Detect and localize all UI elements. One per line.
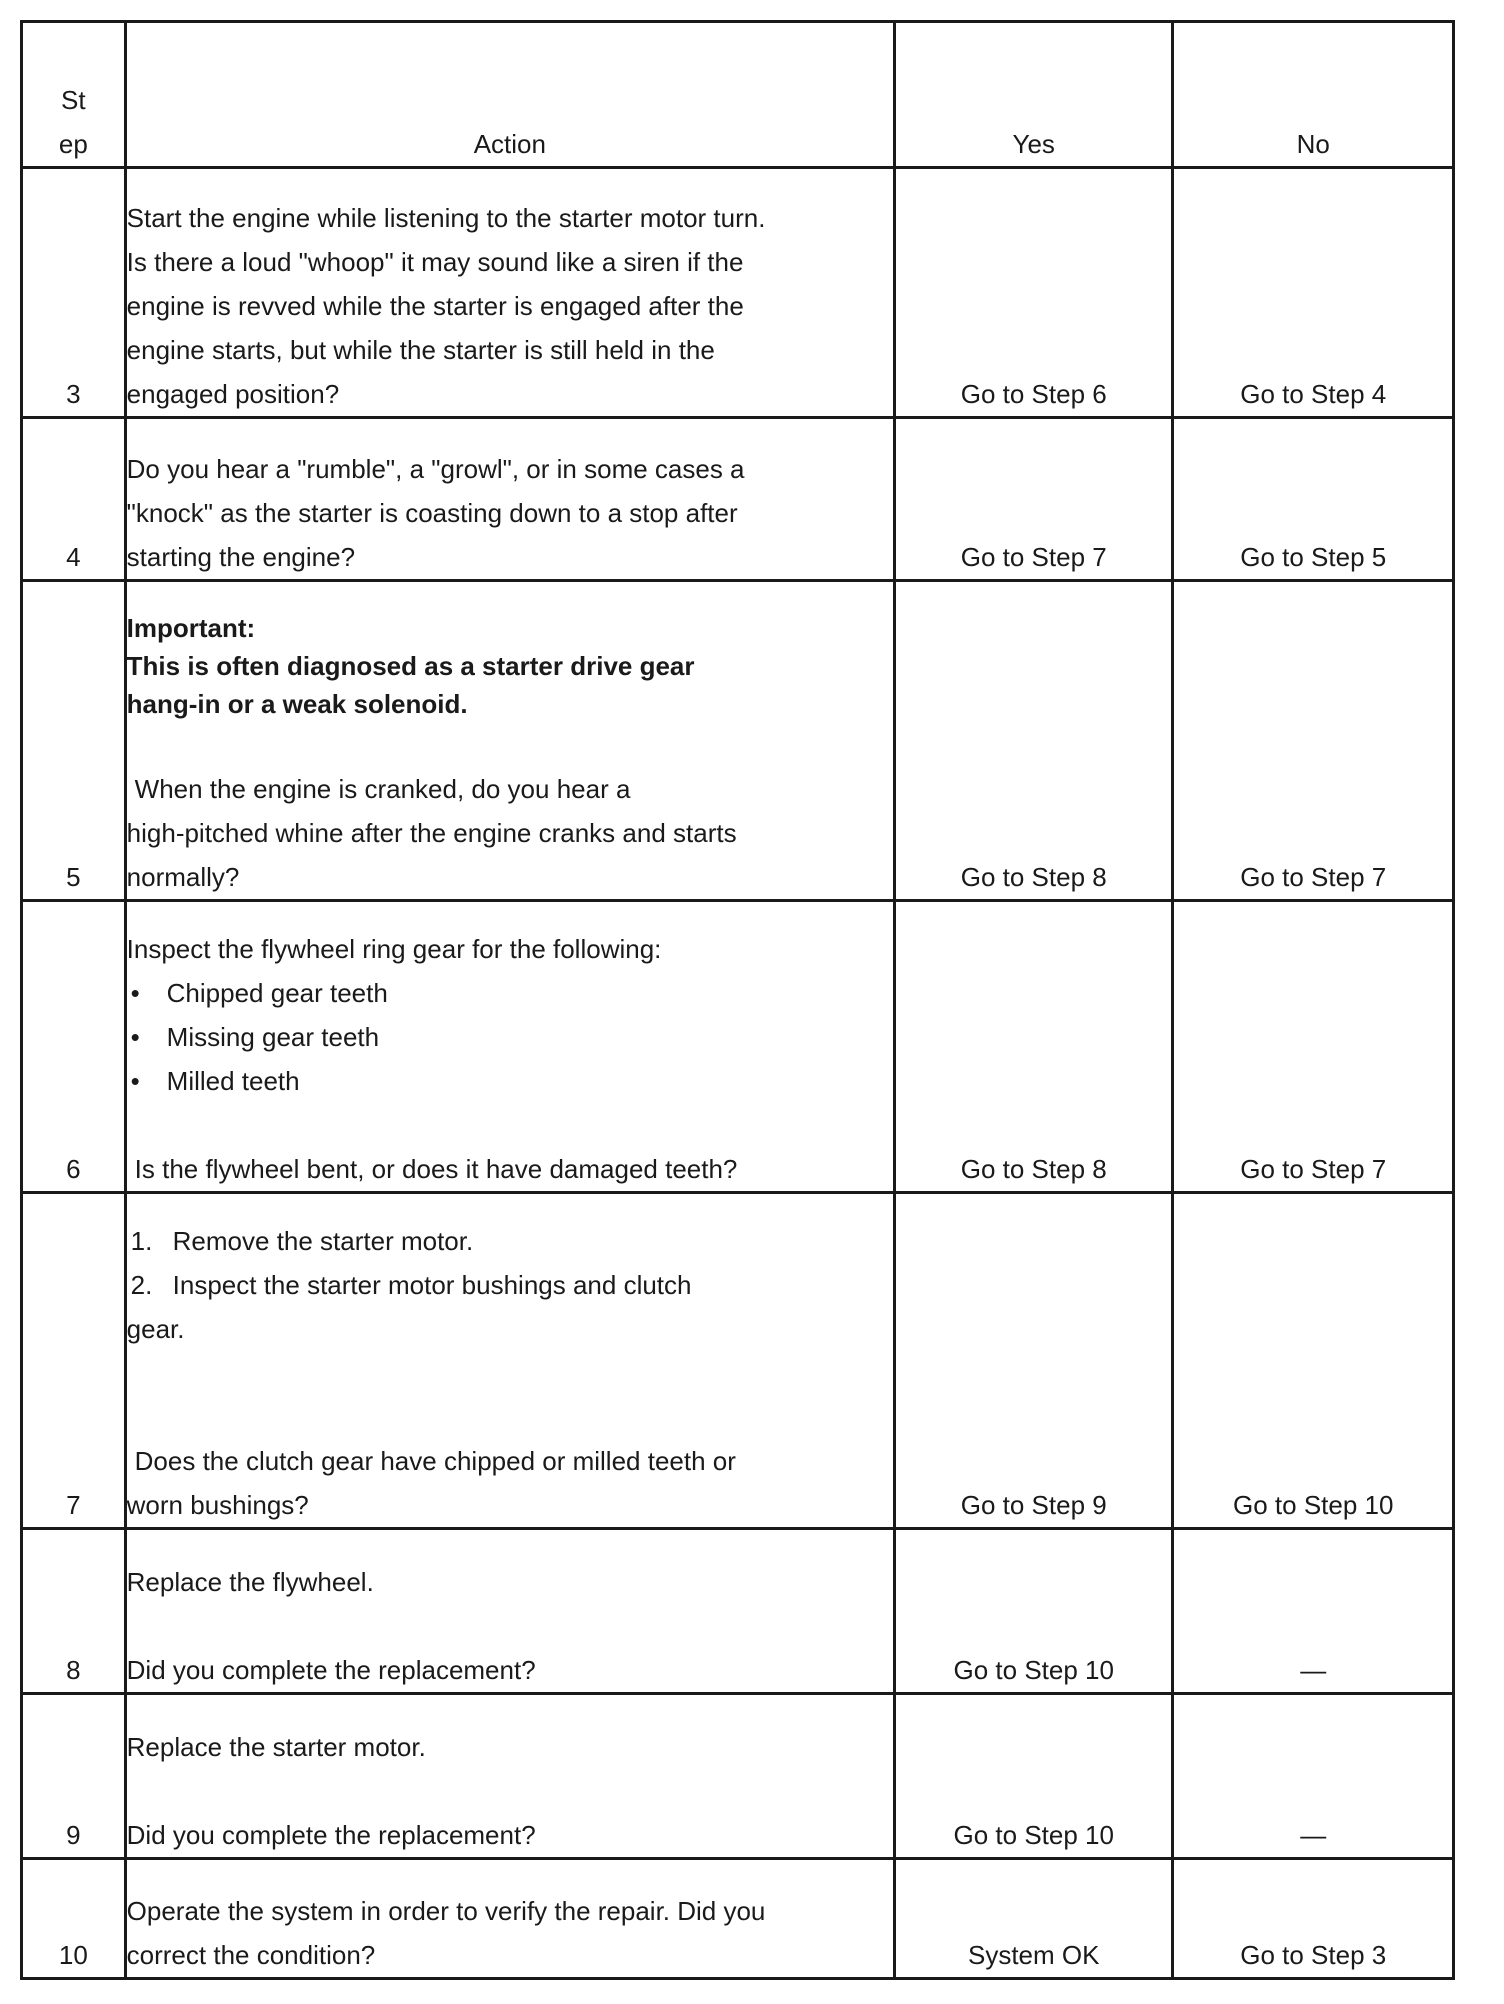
table-row	[22, 1529, 1454, 1694]
step-number: 4	[22, 418, 126, 581]
table-row	[22, 1694, 1454, 1859]
list-item	[127, 971, 893, 1015]
action-line: Do you hear a "rumble", a "growl", or in some cases a	[126, 454, 745, 484]
header-yes: Yes	[895, 22, 1173, 168]
no-cell: Go to Step 5	[1173, 418, 1454, 581]
action-cell	[125, 1193, 894, 1529]
spacer	[127, 1351, 893, 1439]
item-text: Inspect the starter motor bushings and clutch	[172, 1270, 692, 1300]
step-number: 3	[22, 168, 126, 418]
action-question: Is the flywheel bent, or does it have damaged teeth?	[134, 1154, 738, 1184]
yes-cell: Go to Step 7	[895, 418, 1173, 581]
spacer	[127, 1604, 893, 1648]
action-line: starting the engine?	[126, 542, 356, 572]
header-no: No	[1173, 22, 1454, 168]
action-question: Did you complete the replacement?	[126, 1655, 536, 1685]
important-label: Important:	[126, 613, 256, 643]
no-cell: Go to Step 10	[1173, 1193, 1454, 1529]
action-line: high-pitched whine after the engine cranks and starts	[126, 818, 737, 848]
header-step-line1: St	[61, 85, 86, 115]
step-number: 6	[22, 901, 126, 1193]
action-cell	[125, 901, 894, 1193]
header-step-line2: ep	[58, 129, 88, 159]
spacer	[127, 1103, 893, 1147]
action-line: normally?	[126, 862, 240, 892]
yes-cell: Go to Step 8	[895, 901, 1173, 1193]
important-text: hang-in or a weak solenoid.	[126, 689, 468, 719]
action-cell	[125, 1859, 894, 1979]
bullet-text: Missing gear teeth	[166, 1022, 380, 1052]
bullet-text: Chipped gear teeth	[166, 978, 388, 1008]
list-item	[127, 1219, 893, 1263]
header-action: Action	[125, 22, 894, 168]
important-text: This is often diagnosed as a starter drive gear	[126, 651, 695, 681]
action-instruction: Replace the flywheel.	[126, 1567, 374, 1597]
no-cell: Go to Step 7	[1173, 901, 1454, 1193]
yes-cell: Go to Step 10	[895, 1694, 1173, 1859]
spacer	[127, 723, 893, 767]
yes-cell: Go to Step 8	[895, 581, 1173, 901]
table-row	[22, 168, 1454, 418]
action-cell	[125, 418, 894, 581]
action-line: Is there a loud "whoop" it may sound like a siren if the	[126, 247, 744, 277]
header-row	[22, 22, 1454, 168]
table-row	[22, 581, 1454, 901]
no-cell: —	[1173, 1529, 1454, 1694]
action-intro: Inspect the flywheel ring gear for the following:	[126, 934, 662, 964]
action-cell	[125, 1694, 894, 1859]
action-line: "knock" as the starter is coasting down to a stop after	[126, 498, 738, 528]
bullet-icon: •	[130, 1066, 140, 1096]
action-line: Start the engine while listening to the starter motor turn.	[126, 203, 766, 233]
item-number: 1.	[130, 1226, 153, 1256]
action-instruction: Replace the starter motor.	[126, 1732, 426, 1762]
no-cell: Go to Step 3	[1173, 1859, 1454, 1979]
header-step	[22, 22, 126, 168]
action-line: When the engine is cranked, do you hear a	[134, 774, 631, 804]
yes-cell: Go to Step 9	[895, 1193, 1173, 1529]
step-number: 7	[22, 1193, 126, 1529]
action-line: engine starts, but while the starter is still held in the	[126, 335, 715, 365]
table-row	[22, 418, 1454, 581]
item-text: Remove the starter motor.	[172, 1226, 474, 1256]
action-question: worn bushings?	[126, 1490, 309, 1520]
step-number: 9	[22, 1694, 126, 1859]
yes-cell: Go to Step 6	[895, 168, 1173, 418]
action-question: Did you complete the replacement?	[126, 1820, 536, 1850]
action-question: Does the clutch gear have chipped or milled teeth or	[134, 1446, 736, 1476]
item-number: 2.	[130, 1270, 153, 1300]
action-line: engine is revved while the starter is engaged after the	[126, 291, 744, 321]
list-item	[127, 1015, 893, 1059]
table-row	[22, 1193, 1454, 1529]
step-number: 10	[22, 1859, 126, 1979]
list-item	[127, 1263, 893, 1307]
no-cell: —	[1173, 1694, 1454, 1859]
action-line: Operate the system in order to verify the repair. Did you	[126, 1896, 766, 1926]
table-row	[22, 901, 1454, 1193]
action-cell	[125, 581, 894, 901]
yes-cell: Go to Step 10	[895, 1529, 1173, 1694]
step-number: 5	[22, 581, 126, 901]
step-number: 8	[22, 1529, 126, 1694]
spacer	[127, 1769, 893, 1813]
item-continuation: gear.	[126, 1314, 185, 1344]
bullet-icon: •	[130, 978, 140, 1008]
list-item	[127, 1059, 893, 1103]
action-cell	[125, 168, 894, 418]
no-cell: Go to Step 7	[1173, 581, 1454, 901]
bullet-icon: •	[130, 1022, 140, 1052]
no-cell: Go to Step 4	[1173, 168, 1454, 418]
action-cell	[125, 1529, 894, 1694]
action-line: engaged position?	[126, 379, 340, 409]
action-line: correct the condition?	[126, 1940, 376, 1970]
yes-cell: System OK	[895, 1859, 1173, 1979]
bullet-text: Milled teeth	[166, 1066, 300, 1096]
table-row	[22, 1859, 1454, 1979]
diagnostic-table	[20, 20, 1455, 1980]
